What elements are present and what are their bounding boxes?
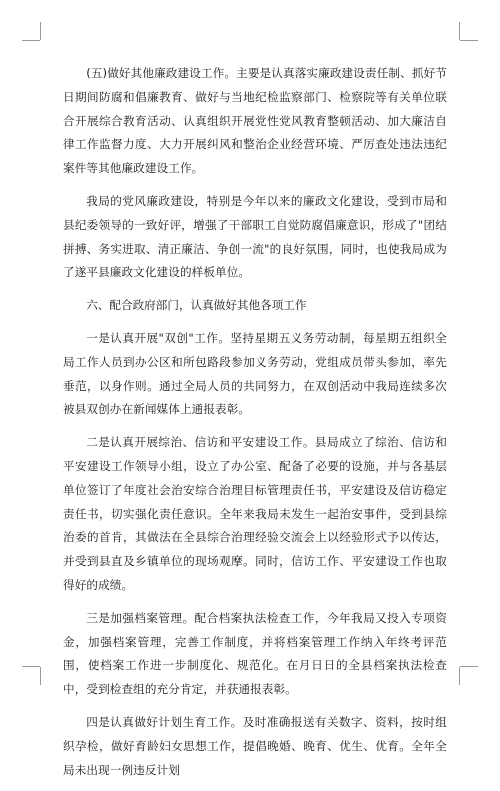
paragraph-shuangchuang: 一是认真开展"双创"工作。坚持星期五义务劳动制，每星期五组织全局工作人员到办公区和所包路段参加义务劳动，党组成员带头参加，率先垂范，以身作则。通过全局人员的共同努力，在双创活动中我局连续多次被县双创办在新闻媒体上通报表彰。: [63, 330, 447, 417]
document-body: [63, 62, 447, 791]
section-heading-six: 六、配合政府部门，认真做好其他各项工作: [86, 298, 307, 313]
crop-mark-top-right-h: [460, 40, 478, 41]
paragraph-family-planning: 四是认真做好计划生育工作。及时准确报送有关数字、资料，按时组织孕检，做好育龄妇女思想工作，提倡晚婚、晚育、优生、优育。全年全局未出现一例违反计划: [63, 714, 447, 777]
paragraph-other-anticorruption-work: (五)做好其他廉政建设工作。主要是认真落实廉政建设责任制、抓好节日期间防腐和倡廉教育、做好与当地纪检监察部门、检察院等有关单位联合开展综合教育活动、认真组织开展党性党风教育整顿活动、加大廉洁自律工作监督力度、大力开展纠风和整治企业经营环境、严厉查处违法违纪案件等其他廉政建设工作。: [63, 66, 447, 176]
paragraph-archives-management: 三是加强档案管理。配合档案执法检查工作，今年我局又投入专项资金，加强档案管理，完善工作制度，并将档案管理工作纳入年终考评范围，使档案工作进一步制度化、规范化。在月日日的全县档案执法检查中，受到检查组的充分肯定，并获通报表彰。: [63, 610, 447, 697]
crop-mark-bottom-right-v: [459, 667, 460, 685]
crop-mark-top-right-v: [459, 22, 460, 40]
crop-mark-bottom-left-h: [22, 666, 40, 667]
paragraph-comprehensive-governance: 二是认真开展综治、信访和平安建设工作。县局成立了综治、信访和平安建设工作领导小组，设立了办公室、配备了必要的设施，并与各基层单位签订了年度社会治安综合治理目标管理责任书，平安建设及信访稳定责任书，切实强化责任意识。全年来我局未发生一起治安事件，受到县综治委的首肯，其做法在全县综合治理经验交流会上以经验形式予以传达，并受到县直及乡镇单位的现场观摩。同时，信访工作、平安建设工作也取得好的成绩。: [63, 435, 447, 592]
crop-mark-top-left-v: [40, 22, 41, 40]
crop-mark-bottom-left-v: [40, 667, 41, 685]
crop-mark-top-left-h: [22, 40, 40, 41]
paragraph-culture-praise: 我局的党风廉政建设，特别是今年以来的廉政文化建设，受到市局和县纪委领导的一致好评，增强了干部职工自觉防腐倡廉意识，形成了"团结拼搏、务实进取、清正廉洁、争创一流"的良好氛围，同时，也使我局成为了遂平县廉政文化建设的样板单位。: [63, 193, 447, 280]
crop-mark-bottom-right-h: [460, 666, 478, 667]
